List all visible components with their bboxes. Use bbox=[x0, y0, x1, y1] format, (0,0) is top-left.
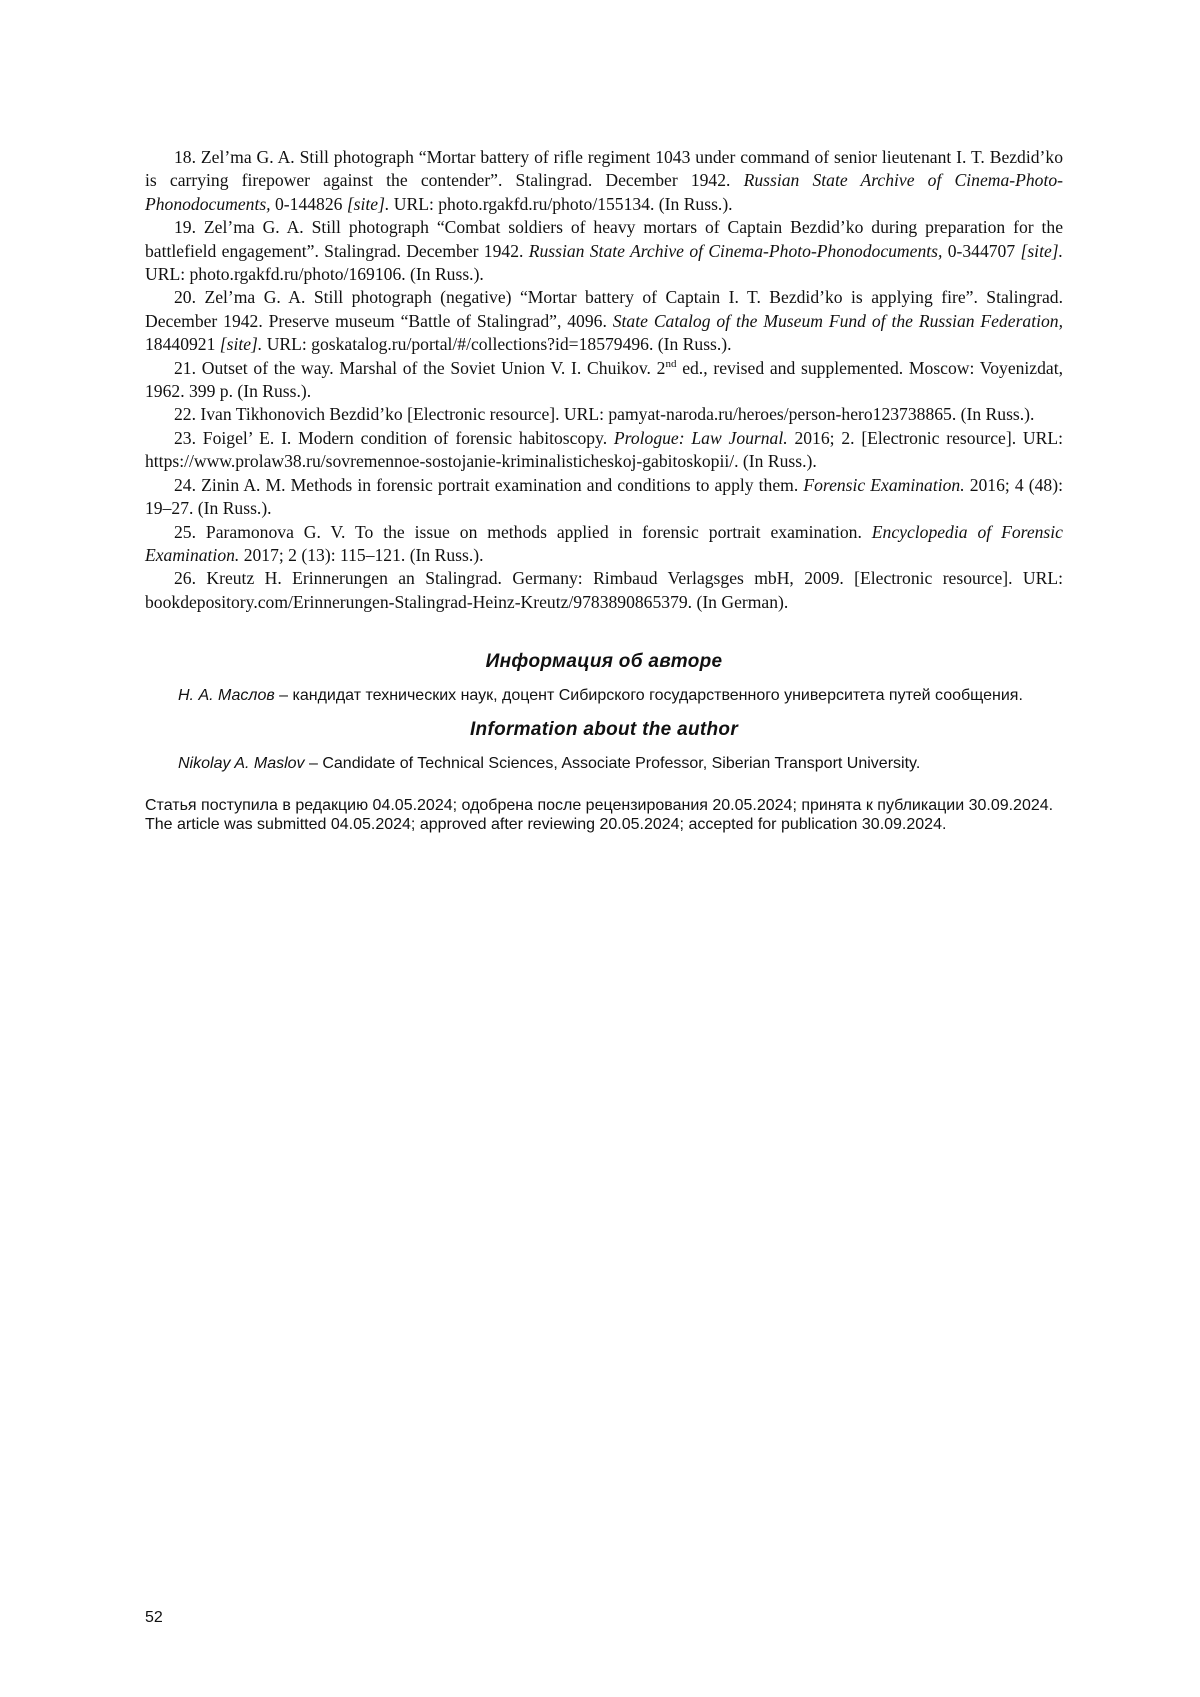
page-content bbox=[145, 146, 1063, 834]
reference-26: 26. Kreutz H. Erinnerungen an Stalingrad. Germany: Rimbaud Verlagsges mbH, 2009. [Electronic resource]. URL: bookdepository.com/Erinnerungen-Stalingrad-Heinz-Kreutz/9783890865379. (In German). bbox=[145, 568, 1063, 612]
author-info-en: Nikolay A. Maslov – Candidate of Technical Sciences, Associate Professor, Siberian Transport University. bbox=[178, 755, 921, 773]
reference-22: 22. Ivan Tikhonovich Bezdid’ko [Electronic resource]. URL: pamyat-naroda.ru/heroes/person-hero123738865. (In Russ.). bbox=[174, 404, 1035, 425]
reference-19: 19. Zel’ma G. A. Still photograph “Combat soldiers of heavy mortars of Captain Bezdid’ko during preparation for the battlefield engagement”. Stalingrad. December 1942. Russian State Archive of Cinema-Photo-Phonodocuments, 0-344707 [site]. URL: photo.rgakfd.ru/photo/169106. (In Russ.). bbox=[145, 217, 1064, 285]
page-number: 52 bbox=[145, 1609, 163, 1626]
reference-list bbox=[145, 146, 1063, 614]
author-name-en: Nikolay A. Maslov bbox=[178, 755, 305, 773]
reference-24: 24. Zinin A. M. Methods in forensic portrait examination and conditions to apply them. Forensic Examination. 2016; 4 (48): 19–27. (In Russ.). bbox=[145, 474, 1063, 519]
author-name-ru: Н. А. Маслов bbox=[178, 687, 275, 705]
reference-20: 20. Zel’ma G. A. Still photograph (negative) “Mortar battery of Captain I. T. Bezdid’ko is applying fire”. Stalingrad. December 1942. Preserve museum “Battle of Stalingrad”, 4096. State Catalog of the Museum Fund of the Russian Federation, 18440921 [site]. URL: goskatalog.ru/portal/#/collections?id=18579496. (In Russ.). bbox=[145, 287, 1063, 355]
reference-18: 18. Zel’ma G. A. Still photograph “Mortar battery of rifle regiment 1043 under command of senior lieutenant I. T. Bezdid’ko is carrying firepower against the contender”. Stalingrad. December 1942. Russian State Archive of Cinema-Photo-Phonodocuments, 0-144826 [site]. URL: photo.rgakfd.ru/photo/155134. (In Russ.). bbox=[145, 147, 1063, 214]
article-dates bbox=[145, 796, 1063, 834]
article-dates-ru: Статья поступила в редакцию 04.05.2024; одобрена после рецензирования 20.05.2024; принята к публикации 30.09.2024. bbox=[145, 797, 1054, 815]
reference-25: 25. Paramonova G. V. To the issue on methods applied in forensic portrait examination. Encyclopedia of Forensic Examination. 2017; 2 (13): 115–121. (In Russ.). bbox=[145, 521, 1063, 565]
author-info-ru: Н. А. Маслов – кандидат технических наук, доцент Сибирского государственного университета путей сообщения. bbox=[178, 687, 1023, 705]
author-info-heading-ru: Информация об авторе bbox=[485, 651, 723, 673]
article-dates-en: The article was submitted 04.05.2024; approved after reviewing 20.05.2024; accepted for publication 30.09.2024. bbox=[145, 816, 947, 834]
reference-21: 21. Outset of the way. Marshal of the Soviet Union V. I. Chuikov. 2nd ed., revised and supplemented. Moscow: Voyenizdat, 1962. 399 p. (In Russ.). bbox=[145, 357, 1064, 402]
author-info-heading-en: Information about the author bbox=[469, 719, 739, 741]
reference-23: 23. Foigel’ E. I. Modern condition of forensic habitoscopy. Prologue: Law Journal. 2016; 2. [Electronic resource]. URL: https://www.prolaw38.ru/sovremennoe-sostojanie-kriminalisticheskoj-gabitoskopii/. (In Russ.). bbox=[145, 427, 1063, 472]
